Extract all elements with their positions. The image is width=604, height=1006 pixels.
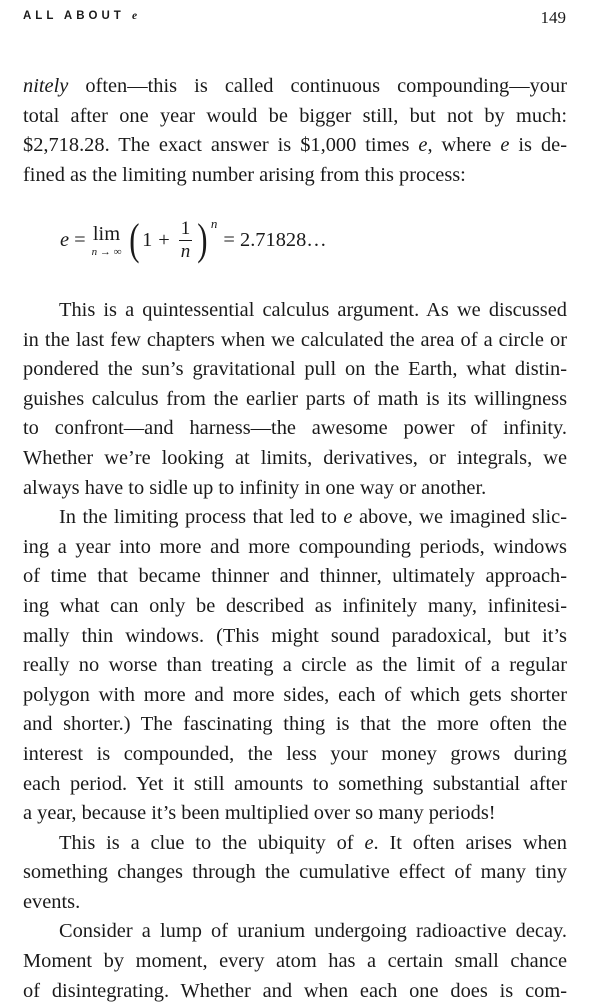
line-text: is de- (518, 134, 567, 157)
text-line: events. (23, 890, 81, 913)
text-line: and shorter.) The fascinating thing is that the more often the (23, 713, 567, 736)
left-paren: ( (129, 215, 140, 264)
text-line: Moment by moment, every atom has a certain small chance (23, 950, 567, 973)
right-paren: ) (197, 215, 208, 264)
text-line: polygon with more and more sides, each of which gets shorter (23, 683, 567, 706)
exponent: n (210, 216, 218, 231)
text-line: always have to sidle up to infinity in one way or another. (23, 476, 487, 499)
text-line: really no worse than treating a circle as the limit of a regular (23, 654, 567, 677)
running-head-title: ALL ABOUT (23, 10, 125, 22)
text-line (23, 131, 567, 161)
text-line: In the limiting process that led to e above, we imagined slic- (59, 506, 567, 529)
text-line: This is a quintessential calculus argument. As we discussed (59, 299, 567, 321)
text-line: to confront—and harness—the awesome power of infinity. (23, 417, 567, 440)
text-line: Whether we’re looking at limits, derivatives, or integrals, we (23, 446, 567, 469)
limit-operator (92, 223, 122, 258)
equation-one: 1 (142, 228, 153, 251)
text-line: interest is compounded, the less your money grows during (23, 742, 567, 765)
text-line: This is a clue to the ubiquity of e. It often arises when (59, 831, 568, 854)
math-variable: e (343, 506, 353, 529)
main-text (23, 296, 567, 1006)
italic-word: nitely (23, 75, 69, 97)
math-variable: e (418, 134, 428, 157)
text-line: of time that became thinner and thinner, ultimately approach- (23, 565, 567, 588)
text-line: a year, because it’s been multiplied over so many periods! (23, 802, 496, 825)
page-number: 149 (540, 8, 566, 27)
limit-subscript: n → ∞ (91, 245, 122, 258)
equation-e-limit (60, 210, 327, 270)
line-text: $2,718.28. The exact answer is $1,000 times (23, 134, 410, 157)
limit-label: lim (92, 222, 121, 245)
text-line: mally thin windows. (This might sound paradoxical, but it’s (23, 624, 567, 647)
text-line: ing what can only be described as infinitely many, infinitesi- (23, 594, 567, 617)
math-variable: e (364, 831, 374, 854)
text-line: of disintegrating. Whether and when each one does is com- (23, 979, 567, 1002)
equation-result: = 2.71828… (223, 228, 327, 251)
equation-equals: = (74, 228, 86, 251)
text-line: pondered the sun’s gravitational pull on the Earth, what distin- (23, 358, 567, 381)
fraction (179, 218, 193, 263)
fraction-denominator: n (180, 240, 191, 262)
text-line: in the last few chapters when we calculated the area of a circle or (23, 328, 567, 351)
equation-lhs: e (60, 228, 70, 251)
text-line: fined as the limiting number arising from this process: (23, 163, 466, 186)
running-head-variable: e (132, 10, 138, 22)
text-line: something changes through the cumulative effect of many tiny (23, 861, 567, 884)
text-line: ing a year into more and more compounding periods, windows (23, 535, 567, 558)
text-line: total after one year would be bigger still, but not by much: (23, 104, 567, 127)
paragraph-continuation (23, 72, 567, 190)
text-line: guishes calculus from the earlier parts of math is its willingness (23, 387, 567, 410)
text-line: Consider a lump of uranium undergoing radioactive decay. (59, 920, 567, 943)
fraction-numerator: 1 (180, 217, 191, 239)
math-variable: e (500, 134, 510, 157)
text-line: each period. Yet it still amounts to something substantial after (23, 772, 567, 795)
running-head (23, 10, 137, 22)
text-line (23, 72, 567, 102)
line-text: often—this is called continuous compounding—your (85, 75, 567, 97)
line-text: , where (427, 134, 492, 157)
equation-plus: + (158, 228, 170, 251)
